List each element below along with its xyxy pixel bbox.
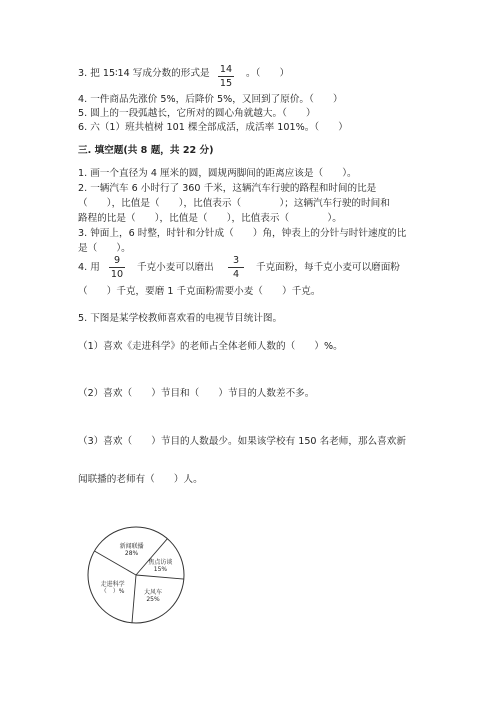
question-6-judge: 6. 六（1）班共植树 101 棵全部成活，成活率 101%。（ ） bbox=[78, 122, 348, 133]
fill-5-sub-3-line-2: 闻联播的老师有（ ）人。 bbox=[78, 474, 203, 485]
fraction-denominator: 4 bbox=[232, 269, 240, 280]
fraction-numerator: 14 bbox=[219, 64, 233, 75]
fill-3-line-2: 是（ ）。 bbox=[78, 243, 131, 254]
q3-prefix: 3. 把 15∶14 写成分数的形式是 bbox=[78, 68, 210, 79]
fill-4-suffix: 千克面粉，每千克小麦可以磨面粉 bbox=[256, 262, 400, 273]
section-title: 三. 填空题(共 8 题，共 22 分) bbox=[78, 145, 214, 156]
fraction-denominator: 10 bbox=[110, 269, 124, 280]
fill-1: 1. 画一个直径为 4 厘米的圆，圆规两脚间的距离应该是（ ）。 bbox=[78, 168, 357, 179]
pie-slice-label: 走进科学 bbox=[100, 581, 125, 589]
fill-4-mid: 千克小麦可以磨出 bbox=[137, 262, 214, 273]
fill-5-sub-2: （2）喜欢（ ）节目和（ ）节目的人数差不多。 bbox=[78, 388, 315, 399]
fill-2-line-1: 2. 一辆汽车 6 小时行了 360 千米，这辆汽车行驶的路程和时间的比是 bbox=[78, 183, 377, 194]
fraction-9-10 bbox=[109, 255, 125, 280]
fill-3-line-1: 3. 钟面上，6 时整，时针和分针成（ ）角，钟表上的分针与时针速度的比 bbox=[78, 228, 407, 239]
pie-divider bbox=[132, 575, 136, 623]
fill-2-line-2: （ ），比值是（ ），比值表示（ ）；这辆汽车行驶的时间和 bbox=[78, 198, 390, 209]
pie-slice-label: 焦点访谈 bbox=[148, 559, 173, 567]
fill-5-intro: 5. 下图是某学校教师喜欢看的电视节目统计图。 bbox=[78, 313, 283, 324]
pie-slice-value: 25% bbox=[146, 596, 160, 604]
fraction-14-15 bbox=[218, 64, 234, 89]
question-5-judge: 5. 圆上的一段弧越长，它所对的圆心角就越大。（ ） bbox=[78, 108, 316, 119]
pie-slice-label: 新闻联播 bbox=[119, 542, 144, 550]
pie-slice-label: 大风车 bbox=[144, 589, 163, 597]
fill-4-line-2: （ ）千克，要磨 1 千克面粉需要小麦（ ）千克。 bbox=[78, 286, 321, 297]
pie-slice-value: 28% bbox=[124, 549, 139, 557]
pie-chart bbox=[76, 520, 196, 630]
pie-divider bbox=[136, 575, 184, 579]
question-3-judge bbox=[78, 68, 210, 80]
fill-4-prefix: 4. 用 bbox=[78, 262, 100, 273]
fill-5-sub-1: （1）喜欢《走进科学》的老师占全体老师人数的（ ）%。 bbox=[78, 341, 343, 352]
fraction-denominator: 15 bbox=[219, 78, 233, 89]
question-4-judge: 4. 一件商品先涨价 5%，后降价 5%，又回到了原价。（ ） bbox=[78, 94, 343, 105]
pie-slice-value: （ ）% bbox=[100, 588, 125, 596]
fill-5-sub-3-line-1: （3）喜欢（ ）节目的人数最少。如果该学校有 150 名老师，那么喜欢新 bbox=[78, 436, 406, 447]
fill-2-line-3: 路程的比是（ ），比值是（ ），比值表示（ ）。 bbox=[78, 213, 342, 224]
fraction-numerator: 3 bbox=[232, 255, 240, 266]
fraction-3-4 bbox=[228, 255, 244, 280]
fraction-numerator: 9 bbox=[113, 255, 121, 266]
q3-suffix: 。（ ） bbox=[246, 68, 290, 79]
pie-slice-value: 15% bbox=[153, 566, 168, 574]
